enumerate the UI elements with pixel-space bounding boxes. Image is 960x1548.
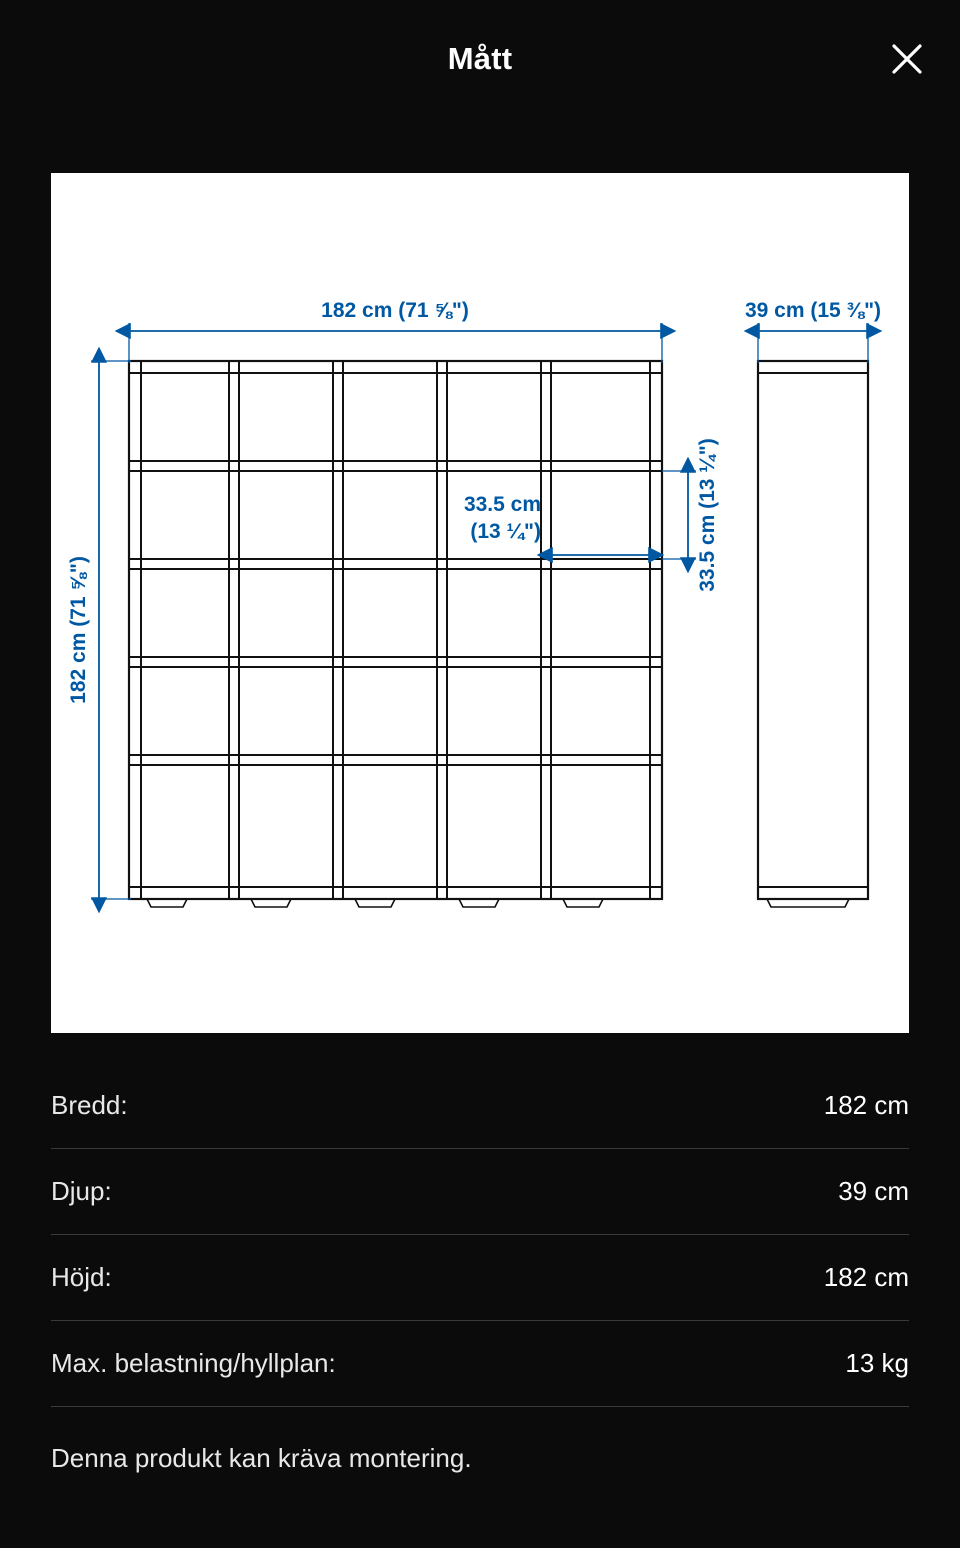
spec-label: Djup: [51, 1176, 112, 1206]
specs-table [51, 1063, 909, 1407]
dim-depth-label: 39 cm (15 ⅜") [744, 299, 882, 322]
dim-height-label: 182 cm (71 ⅝") [67, 556, 90, 704]
spec-row-height [51, 1235, 909, 1321]
spec-row-max-load [51, 1321, 909, 1407]
close-button[interactable] [880, 32, 934, 86]
measurements-diagram [51, 173, 909, 1033]
spec-label: Höjd: [51, 1262, 112, 1292]
spec-value: 182 cm [823, 1090, 909, 1120]
spec-label: Max. belastning/hyllplan: [51, 1348, 336, 1378]
modal-header [0, 0, 960, 118]
spec-value: 182 cm [823, 1262, 909, 1292]
dim-cube-width-label-line1: 33.5 cm [463, 493, 541, 516]
spec-value: 13 kg [845, 1348, 909, 1378]
spec-value: 39 cm [838, 1176, 909, 1206]
spec-row-depth [51, 1149, 909, 1235]
page-title: Mått [447, 41, 513, 76]
spec-row-width [51, 1063, 909, 1149]
assembly-note: Denna produkt kan kräva montering. [51, 1443, 472, 1473]
dim-cube-width-label-line2: (13 ¼") [470, 520, 541, 543]
side-view-shelf [758, 361, 868, 907]
front-view-shelf [129, 361, 662, 907]
dim-cube-height-label: 33.5 cm (13 ¼") [696, 438, 719, 592]
dim-width-label: 182 cm (71 ⅝") [321, 299, 469, 322]
spec-label: Bredd: [51, 1090, 128, 1120]
close-icon [890, 42, 924, 76]
